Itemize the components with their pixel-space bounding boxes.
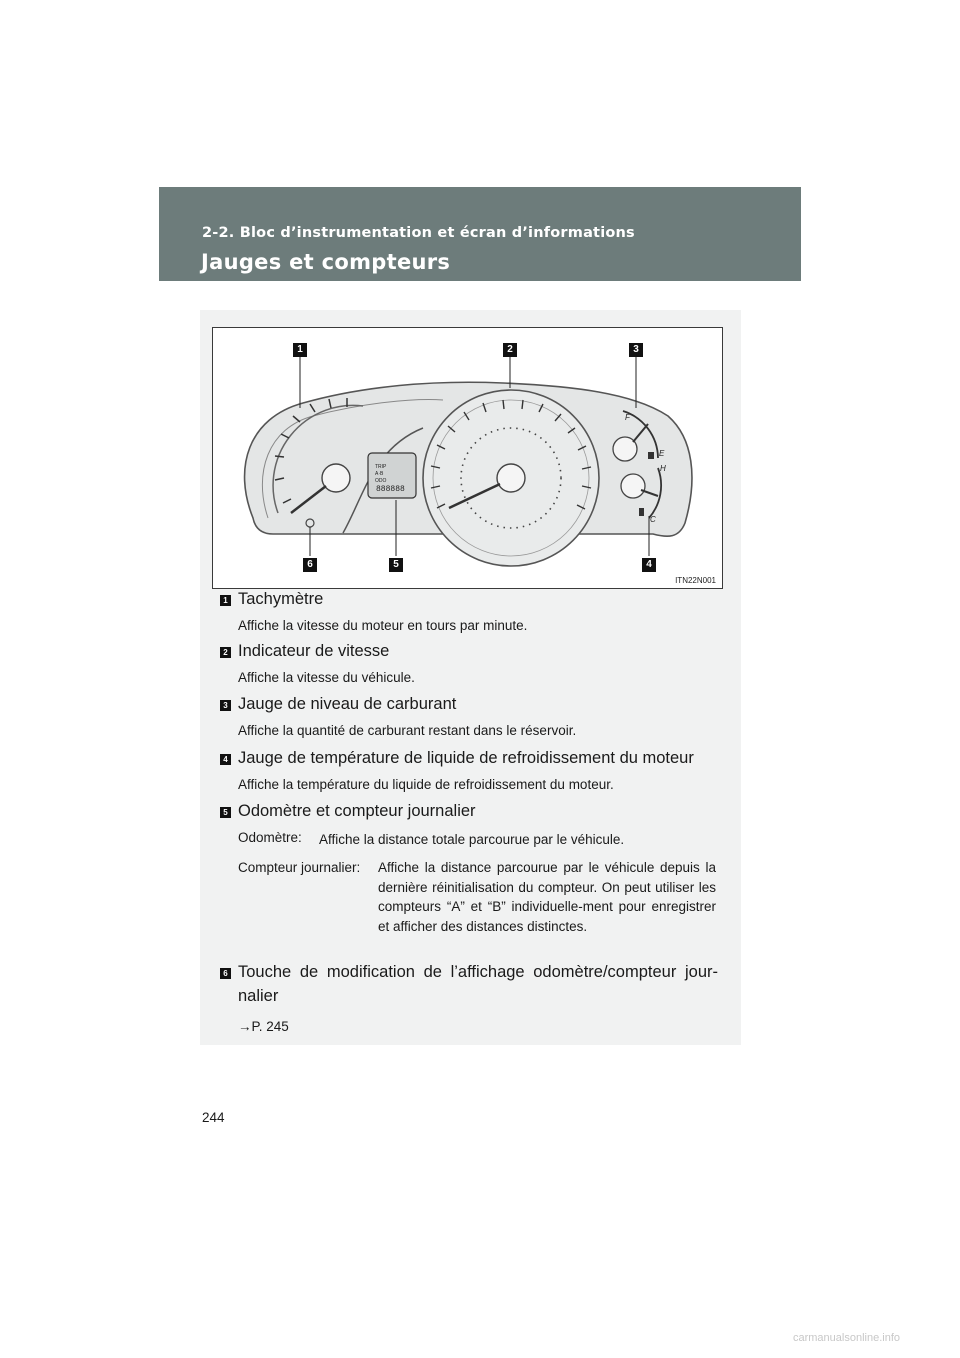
- item-number: 1: [220, 595, 231, 606]
- item-title: Odomètre et compteur journalier: [238, 802, 476, 820]
- callout-6: 6: [303, 558, 317, 572]
- definition-term: Compteur journalier:: [238, 860, 361, 875]
- svg-text:E: E: [659, 449, 665, 458]
- item-title: Jauge de niveau de carburant: [238, 695, 457, 713]
- speedometer-gauge: [423, 390, 599, 566]
- item-number: 5: [220, 807, 231, 818]
- item-number: 4: [220, 754, 231, 765]
- page-number: 244: [202, 1110, 225, 1125]
- callout-1: 1: [293, 343, 307, 357]
- item-title: Indicateur de vitesse: [238, 642, 390, 660]
- definition-text: Affiche la distance parcourue par le véhicule depuis la dernière réinitialisation du compteur. On peut utiliser les compteurs “A” et “B” individuelle-ment pour enregistrer et afficher des distances distinctes.: [378, 860, 716, 934]
- figure-code: ITN22N001: [675, 576, 716, 585]
- item-description: Affiche la température du liquide de refroidissement du moteur.: [238, 777, 614, 792]
- watermark: carmanualsonline.info: [792, 1332, 900, 1344]
- instrument-cluster-figure: [212, 327, 723, 589]
- item-title: Touche de modification de l’affichage odomètre/compteur jour-nalier: [238, 963, 718, 1005]
- instrument-cluster-illustration: [213, 328, 724, 590]
- svg-text:C: C: [650, 515, 656, 524]
- item-title: Jauge de température de liquide de refroidissement du moteur: [238, 749, 694, 767]
- item-number: 2: [220, 647, 231, 658]
- thermometer-icon: [639, 508, 644, 516]
- svg-text:F: F: [625, 413, 630, 422]
- item-description: Affiche la quantité de carburant restant dans le réservoir.: [238, 723, 577, 738]
- callout-5: 5: [389, 558, 403, 572]
- callout-2: 2: [503, 343, 517, 357]
- item-description: Affiche la vitesse du véhicule.: [238, 670, 415, 685]
- definition-text: Affiche la distance totale parcourue par le véhicule.: [319, 832, 625, 847]
- item-description: Affiche la vitesse du moteur en tours par minute.: [238, 618, 528, 633]
- svg-text:TRIP: TRIP: [375, 464, 387, 470]
- definition-term: Odomètre:: [238, 830, 302, 845]
- section-title: 2-2. Bloc d’instrumentation et écran d’informations: [202, 225, 635, 241]
- item-page-reference: →P. 245: [238, 1019, 289, 1034]
- item-number: 3: [220, 700, 231, 711]
- svg-text:888888: 888888: [376, 485, 405, 494]
- fuel-pump-icon: [648, 452, 654, 459]
- svg-text:A·B: A·B: [375, 471, 384, 477]
- item-title: Tachymètre: [238, 590, 324, 608]
- callout-3: 3: [629, 343, 643, 357]
- svg-text:H: H: [660, 464, 666, 473]
- item-number: 6: [220, 968, 231, 979]
- svg-text:ODO: ODO: [375, 478, 387, 484]
- callout-4: 4: [642, 558, 656, 572]
- page-heading: Jauges et compteurs: [201, 250, 451, 274]
